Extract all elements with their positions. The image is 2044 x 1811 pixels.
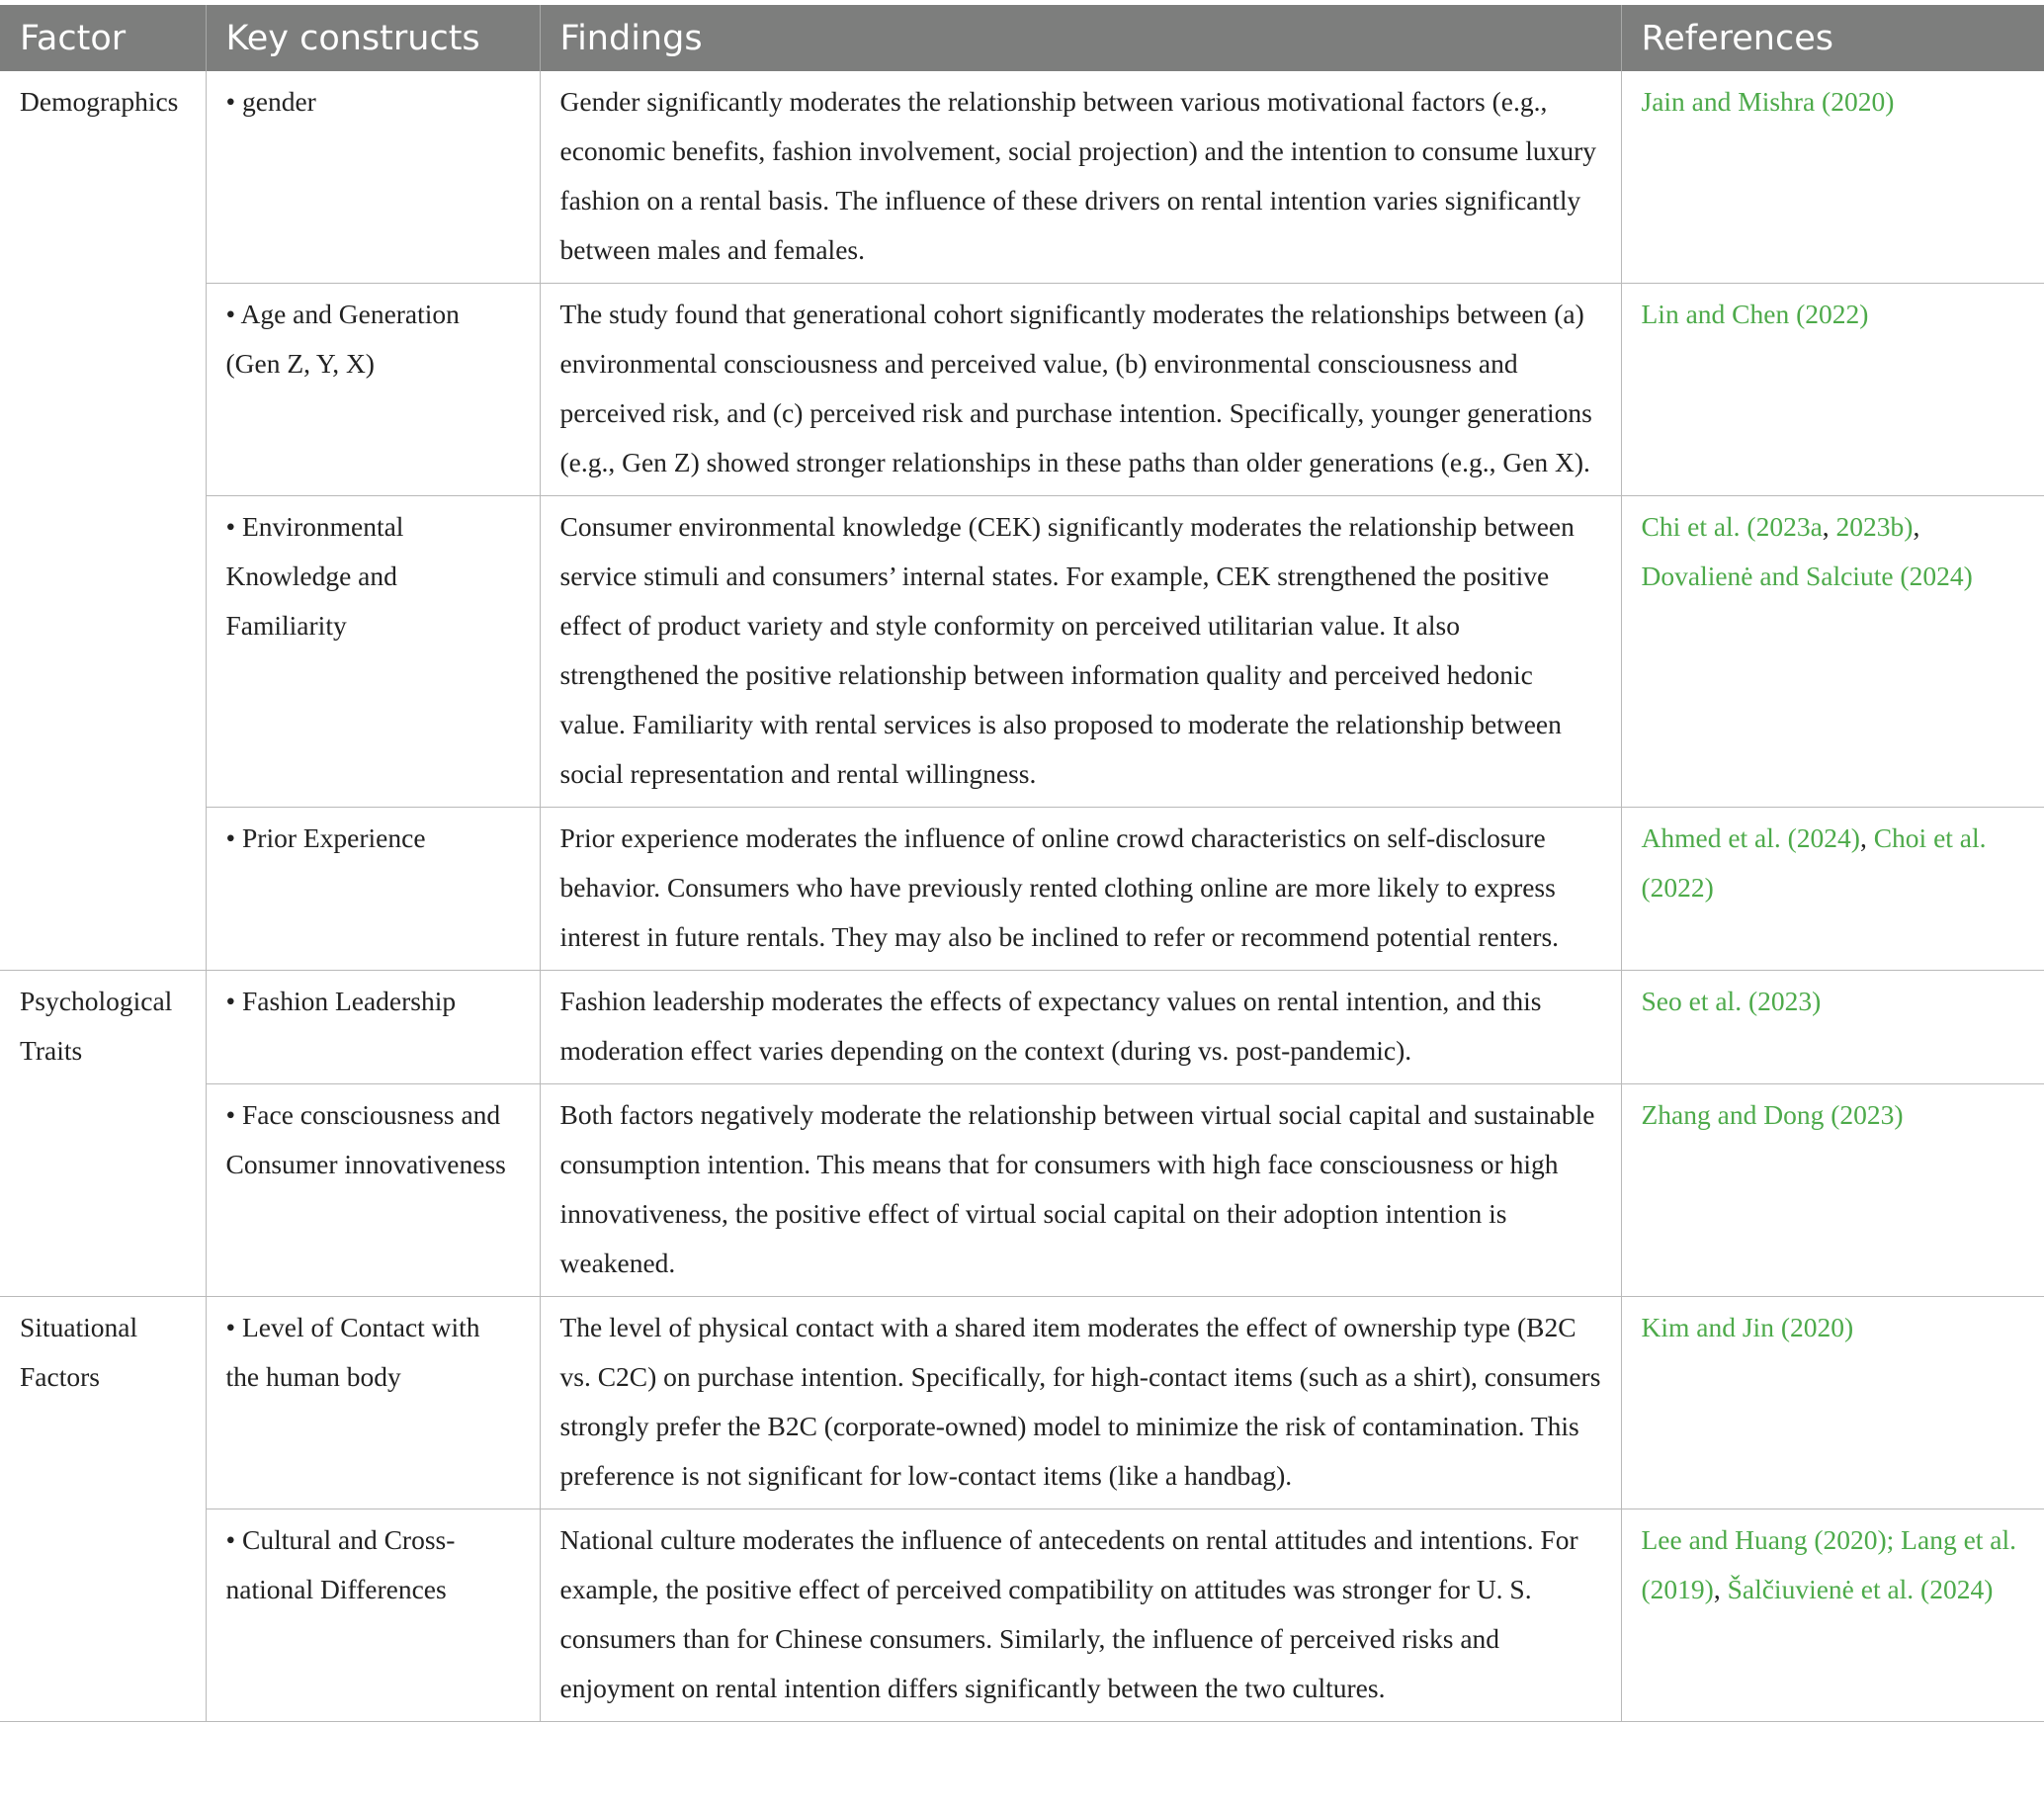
reference-link[interactable]: Seo et al. (2023) xyxy=(1641,986,1822,1016)
key-construct: • Fashion Leadership xyxy=(206,971,540,1084)
references xyxy=(1621,971,2044,1084)
header-row xyxy=(0,5,2044,71)
finding: Both factors negatively moderate the relationship between virtual social capital and sustainable consumption intention. This means that for consumers with high face consciousness or high innovativeness, the positive effect of virtual social capital on their adoption intention is weakened. xyxy=(540,1084,1621,1297)
key-construct: • Environmental Knowledge and Familiarity xyxy=(206,496,540,808)
table-row xyxy=(0,496,2044,808)
factor-psychological-traits: Psychological Traits xyxy=(0,971,206,1297)
reference-link[interactable]: Lee and Huang (2020); Lang et al. (2019) xyxy=(1641,1524,2017,1604)
header-references: References xyxy=(1621,5,2044,71)
references xyxy=(1621,496,2044,808)
factor-demographics: Demographics xyxy=(0,71,206,971)
references xyxy=(1621,71,2044,284)
key-construct: • Level of Contact with the human body xyxy=(206,1297,540,1509)
reference-link[interactable]: Chi et al. (2023a xyxy=(1641,511,1823,542)
reference-link[interactable]: Lin and Chen (2022) xyxy=(1641,299,1869,329)
references xyxy=(1621,1509,2044,1722)
reference-separator: , xyxy=(1713,1574,1728,1604)
moderating-factors-table xyxy=(0,5,2044,1722)
factor-situational-factors: Situational Factors xyxy=(0,1297,206,1722)
reference-link[interactable]: Choi et al. (2022) xyxy=(1641,822,1987,903)
header-factor: Factor xyxy=(0,5,206,71)
reference-link[interactable]: Jain and Mishra (2020) xyxy=(1641,86,1895,117)
finding: Prior experience moderates the influence of online crowd characteristics on self-disclosure behavior. Consumers who have previously rented clothing online are more likely to express interest in future rentals. They may also be inclined to refer or recommend potential renters. xyxy=(540,808,1621,971)
reference-separator: , xyxy=(1822,511,1836,542)
reference-separator: , xyxy=(1913,511,1920,542)
table-row xyxy=(0,1297,2044,1509)
reference-link[interactable]: Zhang and Dong (2023) xyxy=(1641,1099,1904,1130)
finding: Consumer environmental knowledge (CEK) significantly moderates the relationship between service stimuli and consumers’ internal states. For example, CEK strengthened the positive effect of product variety and style conformity on perceived utilitarian value. It also strengthened the positive relationship between information quality and perceived hedonic value. Familiarity with rental services is also proposed to moderate the relationship between social representation and rental willingness. xyxy=(540,496,1621,808)
key-construct: • Prior Experience xyxy=(206,808,540,971)
reference-separator: , xyxy=(1859,822,1874,853)
key-construct: • gender xyxy=(206,71,540,284)
reference-link[interactable]: Ahmed et al. (2024) xyxy=(1641,822,1860,853)
reference-link[interactable]: Kim and Jin (2020) xyxy=(1641,1312,1854,1342)
header-key-constructs: Key constructs xyxy=(206,5,540,71)
finding: Fashion leadership moderates the effects of expectancy values on rental intention, and this moderation effect varies depending on the context (during vs. post-pandemic). xyxy=(540,971,1621,1084)
references xyxy=(1621,1297,2044,1509)
references xyxy=(1621,808,2044,971)
reference-link[interactable]: 2023b) xyxy=(1835,511,1914,542)
key-construct: • Face consciousness and Consumer innovativeness xyxy=(206,1084,540,1297)
key-construct: • Age and Generation (Gen Z, Y, X) xyxy=(206,284,540,496)
key-construct: • Cultural and Cross-national Differences xyxy=(206,1509,540,1722)
finding: National culture moderates the influence of antecedents on rental attitudes and intentions. For example, the positive effect of perceived compatibility on attitudes was stronger for U. S. consumers than for Chinese consumers. Similarly, the influence of perceived risks and enjoyment on rental intention differs significantly between the two cultures. xyxy=(540,1509,1621,1722)
reference-link[interactable]: Dovalienė and Salciute (2024) xyxy=(1641,561,1973,591)
references xyxy=(1621,284,2044,496)
table-row xyxy=(0,1084,2044,1297)
table-row xyxy=(0,1509,2044,1722)
table-row xyxy=(0,284,2044,496)
table-row xyxy=(0,71,2044,284)
finding: Gender significantly moderates the relationship between various motivational factors (e.g., economic benefits, fashion involvement, social projection) and the intention to consume luxury fashion on a rental basis. The influence of these drivers on rental intention varies significantly between males and females. xyxy=(540,71,1621,284)
finding: The study found that generational cohort significantly moderates the relationships between (a) environmental consciousness and perceived value, (b) environmental consciousness and perceived risk, and (c) perceived risk and purchase intention. Specifically, younger generations (e.g., Gen Z) showed stronger relationships in these paths than older generations (e.g., Gen X). xyxy=(540,284,1621,496)
references xyxy=(1621,1084,2044,1297)
table-row xyxy=(0,971,2044,1084)
reference-link[interactable]: Šalčiuvienė et al. (2024) xyxy=(1727,1574,1994,1604)
finding: The level of physical contact with a shared item moderates the effect of ownership type (B2C vs. C2C) on purchase intention. Specifically, for high-contact items (such as a shirt), consumers strongly prefer the B2C (corporate-owned) model to minimize the risk of contamination. This preference is not significant for low-contact items (like a handbag). xyxy=(540,1297,1621,1509)
header-findings: Findings xyxy=(540,5,1621,71)
table-row xyxy=(0,808,2044,971)
